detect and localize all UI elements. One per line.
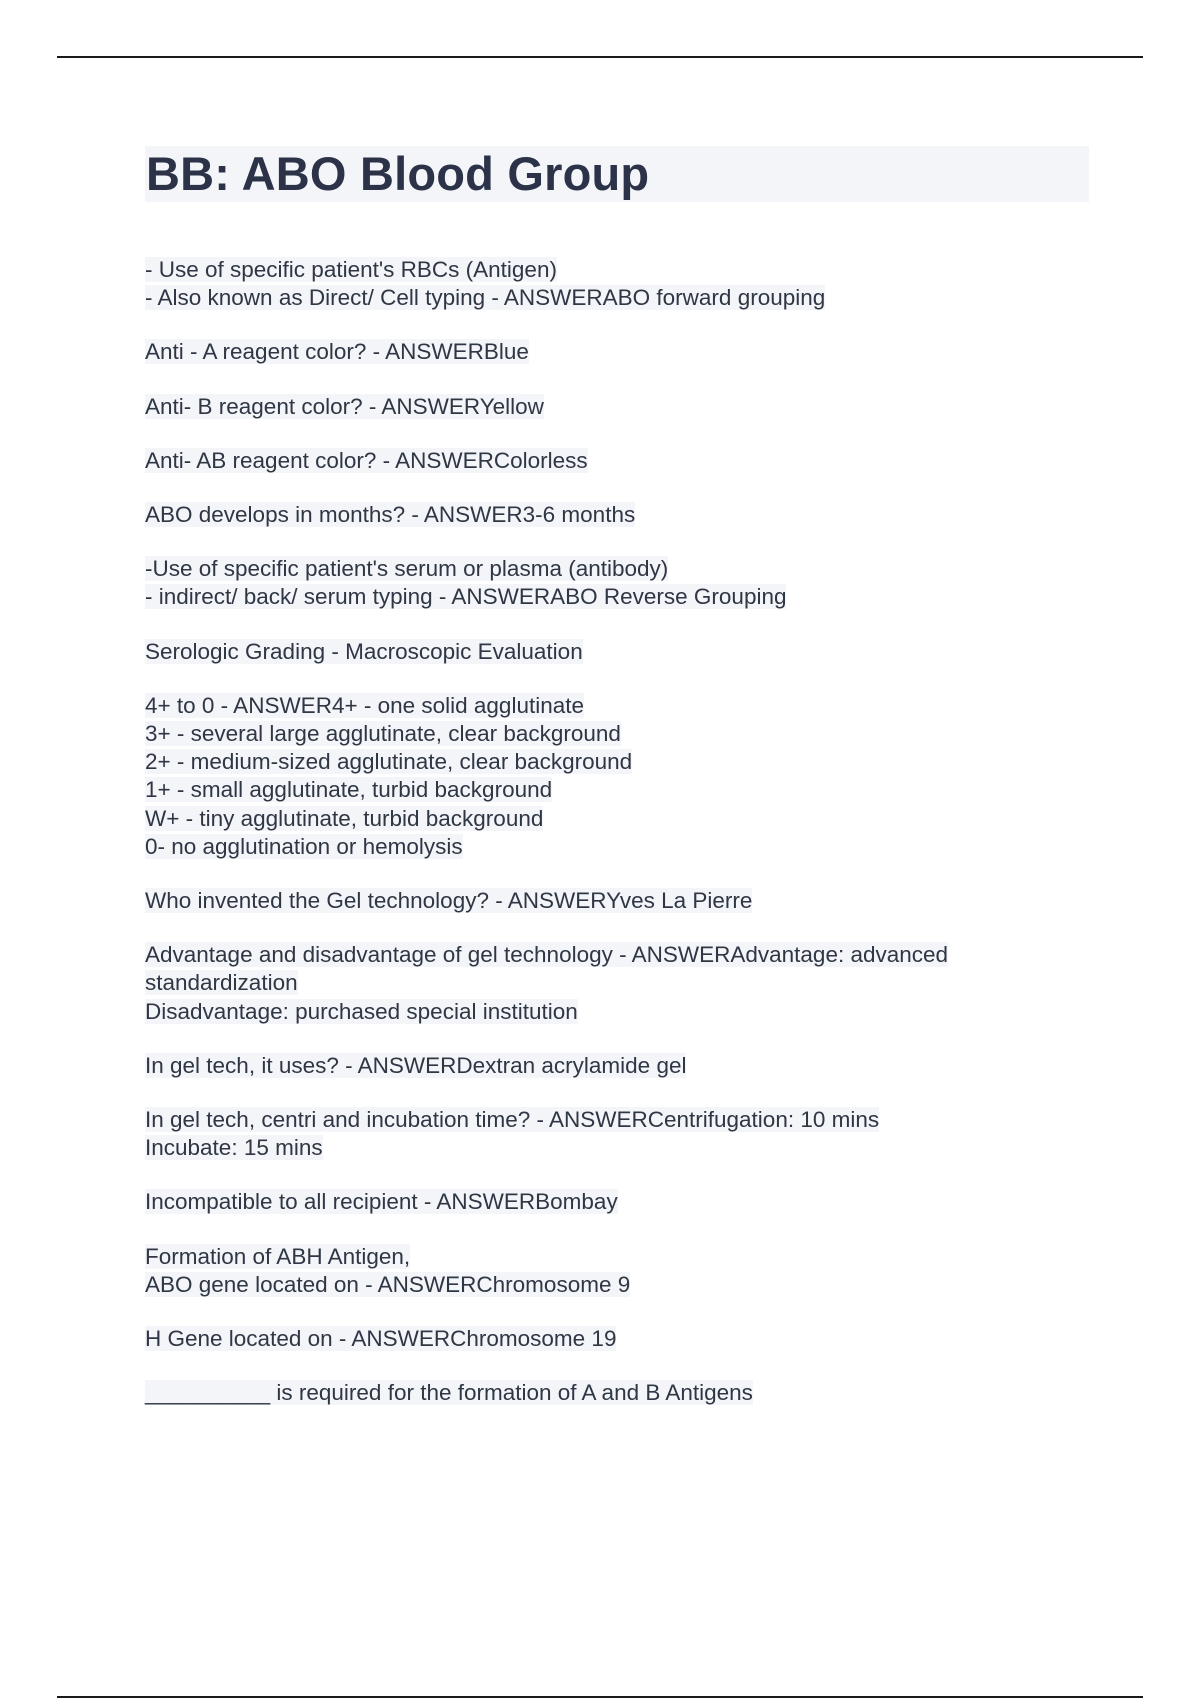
entry-line: - Use of specific patient's RBCs (Antigen) [145, 257, 557, 282]
flashcard-entry [145, 887, 1075, 915]
flashcard-entry [145, 1052, 1075, 1080]
entry-line: H Gene located on - ANSWERChromosome 19 [145, 1326, 617, 1352]
entry-line: Who invented the Gel technology? - ANSWERYves La Pierre [145, 888, 753, 914]
flashcard-entry [145, 338, 1075, 366]
entry-line: ABO develops in months? - ANSWER3-6 months [145, 502, 636, 528]
entry-line: - indirect/ back/ serum typing - ANSWERABO Reverse Grouping [145, 584, 787, 610]
entry-line: __________ is required for the formation of A and B Antigens [145, 1380, 753, 1406]
entry-line: 4+ to 0 - ANSWER4+ - one solid agglutinate [145, 692, 585, 718]
flashcard-entry [145, 393, 1075, 421]
top-rule [57, 56, 1143, 58]
flashcard-entry [145, 692, 1075, 861]
entry-line: In gel tech, centri and incubation time? - ANSWERCentrifugation: 10 mins [145, 1107, 880, 1133]
entry-line: W+ - tiny agglutinate, turbid background [145, 805, 544, 831]
entry-line: -Use of specific patient's serum or plasma (antibody) [145, 556, 669, 582]
flashcard-entry [145, 555, 1075, 611]
entry-line: standardization [145, 970, 298, 996]
entry-line: Serologic Grading - Macroscopic Evaluation [145, 638, 583, 664]
entry-line: Anti- B reagent color? - ANSWERYellow [145, 393, 544, 419]
flashcard-entry [145, 1379, 1075, 1407]
entry-line: 3+ - several large agglutinate, clear background [145, 721, 621, 747]
flashcard-entry [145, 1325, 1075, 1353]
flashcard-entry [145, 256, 1075, 312]
flashcard-entry [145, 941, 1075, 1026]
document-title: BB: ABO Blood Group [146, 147, 650, 200]
entry-line: - Also known as Direct/ Cell typing - ANSWERABO forward grouping [145, 285, 826, 311]
bottom-rule [57, 1696, 1143, 1698]
entry-line: Disadvantage: purchased special institution [145, 998, 578, 1024]
flashcard-entry [145, 1106, 1075, 1162]
entry-line: Formation of ABH Antigen, [145, 1243, 411, 1269]
entry-line: Anti- AB reagent color? - ANSWERColorless [145, 447, 588, 473]
entry-line: Incompatible to all recipient - ANSWERBombay [145, 1189, 618, 1215]
entry-line: 1+ - small agglutinate, turbid background [145, 777, 553, 803]
entry-line: In gel tech, it uses? - ANSWERDextran acrylamide gel [145, 1052, 687, 1078]
flashcard-entry [145, 447, 1075, 475]
entry-line: Anti - A reagent color? - ANSWERBlue [145, 339, 529, 365]
flashcard-entry [145, 1188, 1075, 1216]
entry-line: Advantage and disadvantage of gel technology - ANSWERAdvantage: advanced [145, 942, 949, 968]
entry-line: Incubate: 15 mins [145, 1135, 323, 1161]
entry-line: 0- no agglutination or hemolysis [145, 833, 463, 859]
flashcard-list [145, 256, 1075, 1433]
entry-line: 2+ - medium-sized agglutinate, clear background [145, 749, 633, 775]
flashcard-entry [145, 638, 1075, 666]
entry-line: ABO gene located on - ANSWERChromosome 9 [145, 1271, 631, 1297]
flashcard-entry [145, 1243, 1075, 1299]
flashcard-entry [145, 501, 1075, 529]
